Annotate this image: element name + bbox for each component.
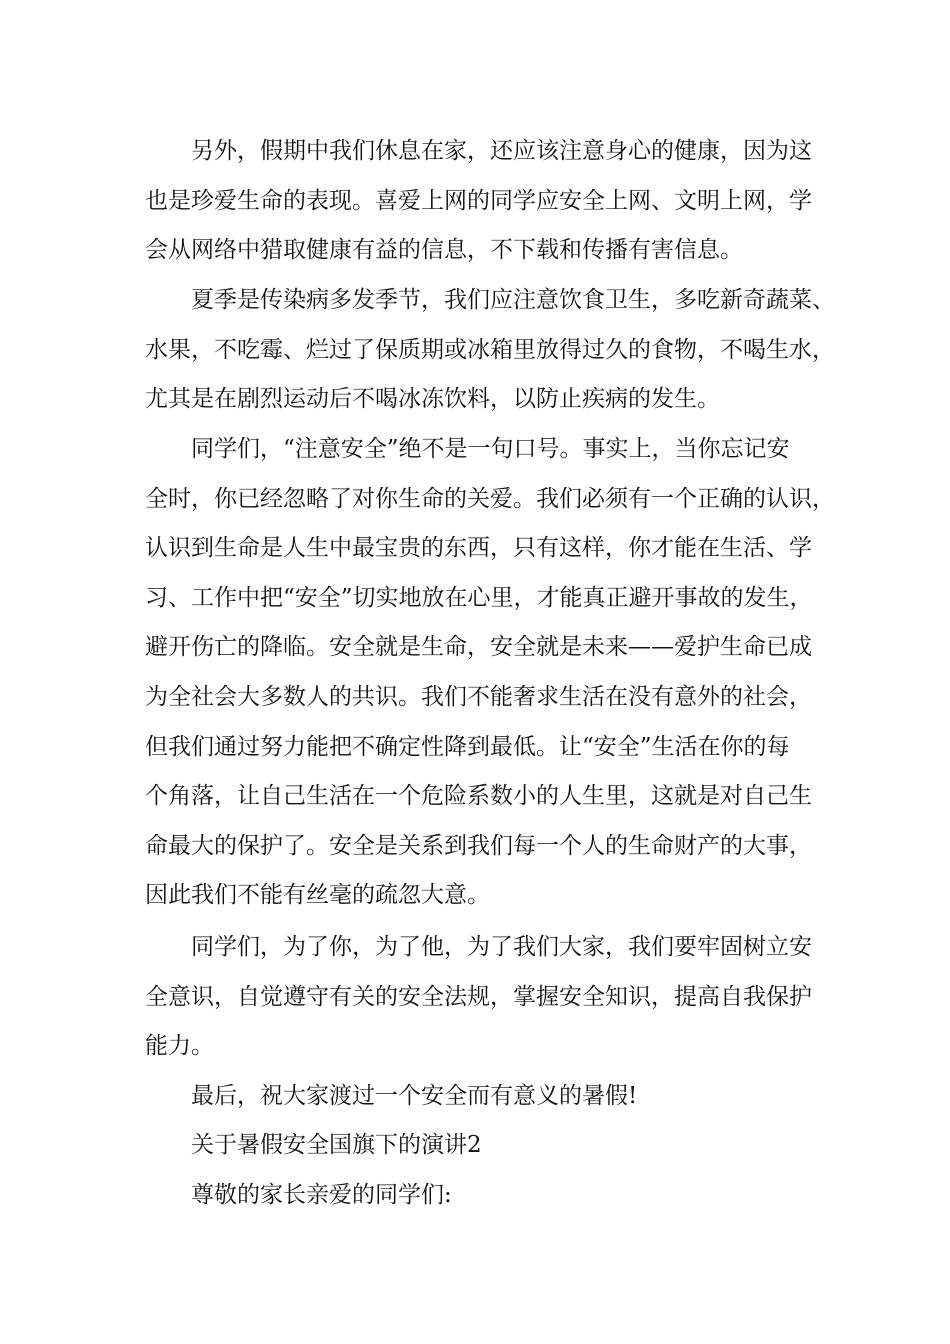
- text-line: 全时，你已经忽略了对你生命的关爱。我们必须有一个正确的认识，: [145, 485, 835, 512]
- paragraph-safety-awareness: [145, 425, 835, 921]
- section-heading-speech-2: [145, 1121, 815, 1171]
- text-line: 命最大的保护了。安全是关系到我们每一个人的生命财产的大事，: [145, 832, 812, 859]
- paragraph-call-to-action: [145, 923, 815, 1072]
- text-line: 最后，祝大家渡过一个安全而有意义的暑假!: [191, 1083, 638, 1109]
- text-line: 尊敬的家长亲爱的同学们:: [191, 1182, 452, 1208]
- text-line: 全意识，自觉遵守有关的安全法规，掌握安全知识，提高自我保护: [145, 983, 812, 1010]
- text-line: 避开伤亡的降临。安全就是生命，安全就是未来——爱护生命已成: [145, 634, 812, 661]
- text-line: 但我们通过努力能把不确定性降到最低。让“安全”生活在你的每: [145, 733, 790, 760]
- text-line: 同学们，“注意安全”绝不是一句口号。事实上，当你忘记安: [191, 436, 790, 462]
- text-line: 水果，不吃霉、烂过了保质期或冰箱里放得过久的食物，不喝生水，: [145, 336, 835, 363]
- text-line: 能力。: [145, 1033, 214, 1060]
- text-line: 同学们，为了你，为了他，为了我们大家，我们要牢固树立安: [191, 934, 812, 960]
- text-line: 另外，假期中我们休息在家，还应该注意身心的健康，因为这: [191, 138, 812, 164]
- text-line: 为全社会大多数人的共识。我们不能奢求生活在没有意外的社会，: [145, 683, 812, 710]
- text-line: 夏季是传染病多发季节，我们应注意饮食卫生，多吃新奇蔬菜、: [191, 287, 835, 313]
- text-line: 因此我们不能有丝毫的疏忽大意。: [145, 882, 490, 909]
- paragraph-salutation: [145, 1171, 815, 1221]
- text-line: 也是珍爱生命的表现。喜爱上网的同学应安全上网、文明上网，学: [145, 187, 812, 214]
- paragraph-health: [145, 127, 815, 276]
- text-line: 会从网络中猎取健康有益的信息，不下载和传播有害信息。: [145, 237, 743, 264]
- text-line: 个角落，让自己生活在一个危险系数小的人生里，这就是对自己生: [145, 783, 812, 810]
- paragraph-summer-hygiene: [145, 276, 835, 425]
- text-line: 认识到生命是人生中最宝贵的东西，只有这样，你才能在生活、学: [145, 535, 812, 562]
- heading-text: 关于暑假安全国旗下的演讲2: [191, 1132, 482, 1158]
- text-line: 尤其是在剧烈运动后不喝冰冻饮料，以防止疾病的发生。: [145, 386, 720, 413]
- text-line: 习、工作中把“安全”切实地放在心里，才能真正避开事故的发生，: [145, 584, 813, 611]
- paragraph-closing: [145, 1072, 815, 1122]
